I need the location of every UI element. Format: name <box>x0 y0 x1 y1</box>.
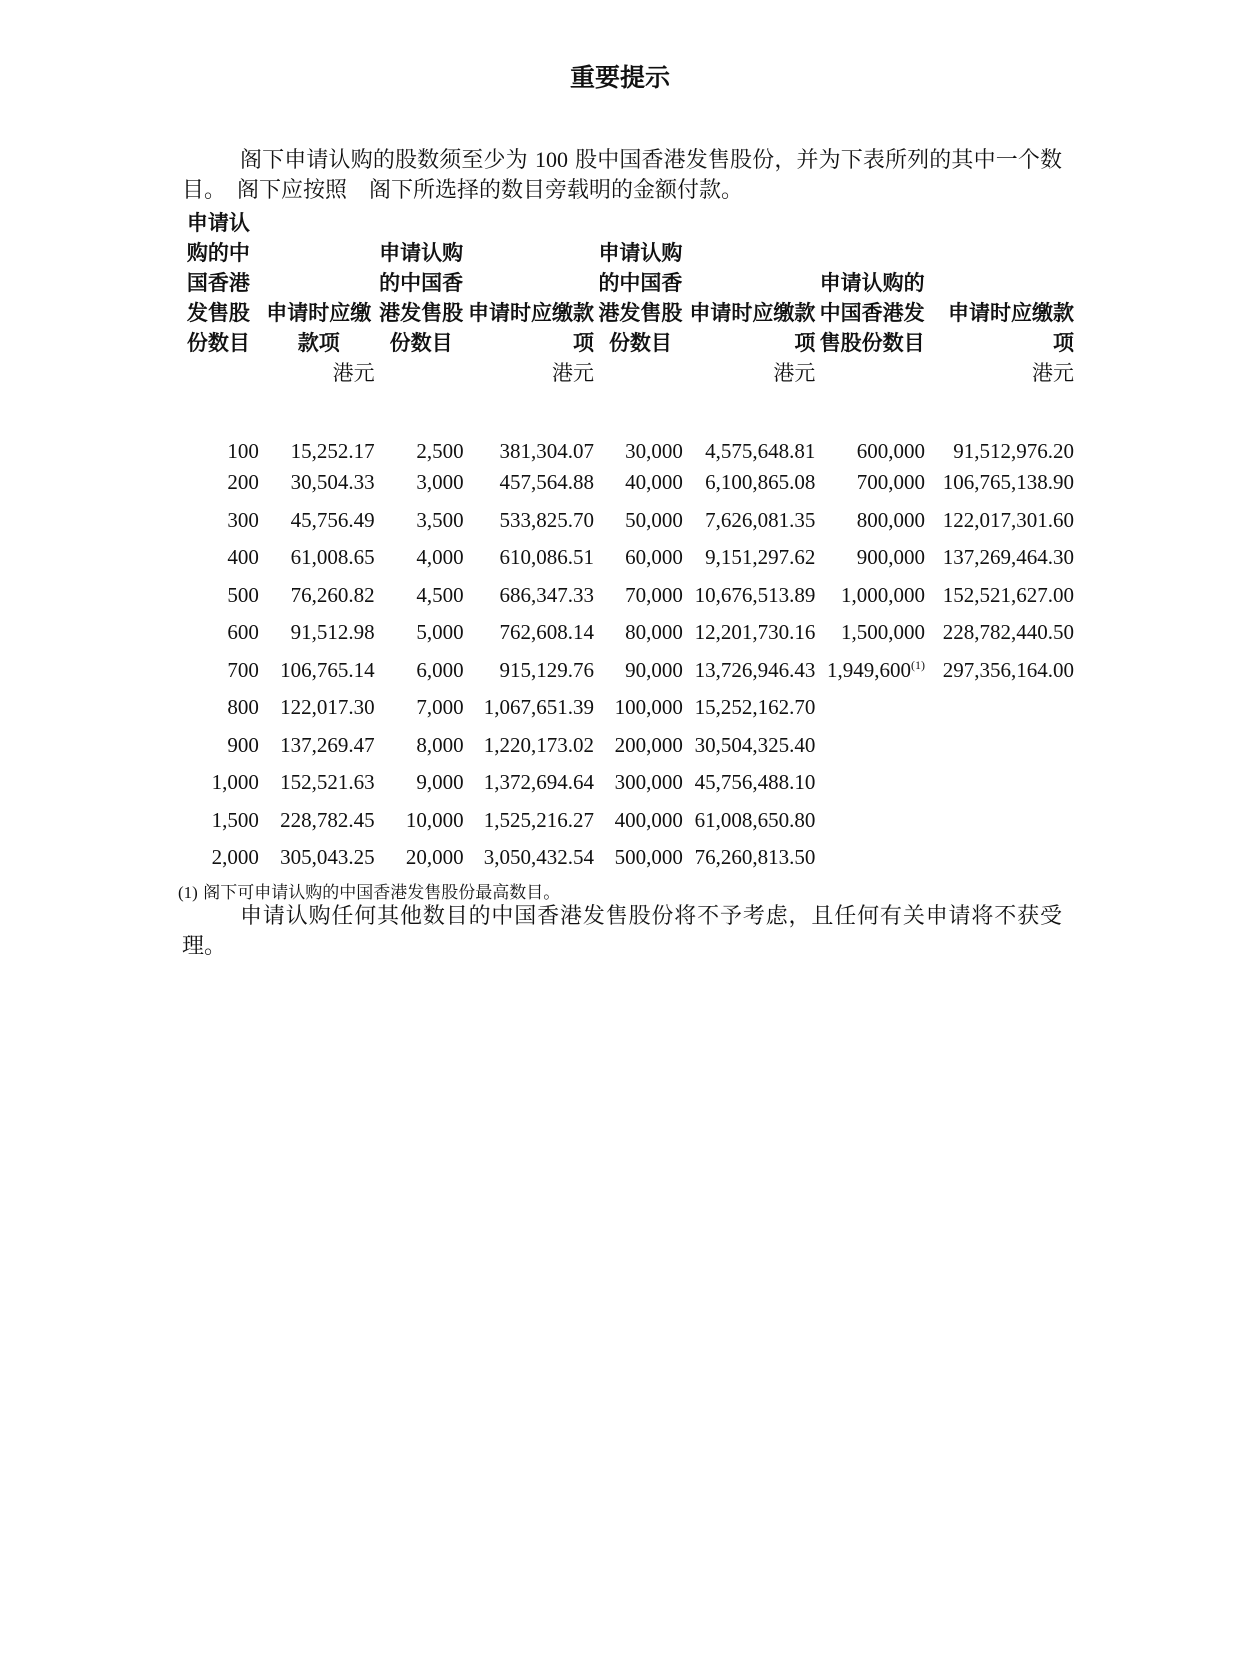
amount-cell: 10,676,513.89 <box>694 582 816 607</box>
shares-cell: 1,949,600$^{(1)}$ <box>826 657 925 682</box>
shares-cell: 5,000 <box>416 620 464 645</box>
shares-cell: 100 <box>227 438 259 463</box>
table-row <box>176 438 1076 464</box>
amount-cell: 6,100,865.08 <box>705 470 816 495</box>
amount-cell: 30,504.33 <box>290 470 375 495</box>
amount-cell: 3,050,432.54 <box>483 845 594 870</box>
shares-cell: 500,000 <box>614 845 683 870</box>
shares-cell <box>817 764 927 802</box>
shares-cell: 10,000 <box>405 807 464 832</box>
amount-cell: 76,260.82 <box>290 582 375 607</box>
shares-cell: 60,000 <box>625 545 683 570</box>
amount-cell: 610,086.51 <box>499 545 594 570</box>
shares-cell: 300,000 <box>614 770 683 795</box>
amount-cell: 228,782.45 <box>280 807 375 832</box>
shares-cell: 200 <box>227 470 259 495</box>
shares-cell: 8,000 <box>416 732 464 757</box>
document-title: 重要提示 <box>569 63 670 92</box>
table-row <box>176 464 1076 502</box>
amount-cell: 15,252.17 <box>290 438 375 463</box>
amount-cell <box>927 802 1076 840</box>
footnote-text: 阁下可申请认购的中国香港发售股份最高数目。 <box>203 883 561 903</box>
table-row <box>176 689 1076 727</box>
shares-cell <box>817 802 927 840</box>
shares-cell: 6,000 <box>416 657 464 682</box>
amount-cell: 1,372,694.64 <box>483 770 594 795</box>
amount-cell: 30,504,325.40 <box>694 732 816 757</box>
header-amount-4: 申请时应缴款项 <box>948 301 1074 355</box>
application-amount-table <box>176 208 1076 877</box>
shares-cell: 500 <box>227 582 259 607</box>
currency-unit-row <box>176 358 1076 438</box>
footnote <box>178 878 560 903</box>
footnote-ref: (1) <box>910 657 925 672</box>
shares-cell: 80,000 <box>625 620 683 645</box>
shares-cell: 4,000 <box>416 545 464 570</box>
intro-text-2: 股中国香港发售股份，并为下表所列的其中一个数目。 阁下应按照 阁下所选择的数目旁载明的金额付款。 <box>182 148 1062 203</box>
amount-cell: 762,608.14 <box>499 620 594 645</box>
shares-cell: 20,000 <box>405 845 464 870</box>
table-header-row <box>176 208 1076 358</box>
shares-cell: 3,500 <box>416 507 464 532</box>
intro-paragraph <box>182 145 1062 206</box>
amount-cell <box>927 727 1076 765</box>
unit-label: 港元 <box>1032 361 1074 385</box>
shares-cell: 400,000 <box>614 807 683 832</box>
amount-cell: 9,151,297.62 <box>705 545 816 570</box>
amount-cell: 915,129.76 <box>499 657 594 682</box>
amount-cell: 91,512.98 <box>290 620 375 645</box>
amount-cell: 61,008.65 <box>290 545 375 570</box>
amount-cell: 1,525,216.27 <box>483 807 594 832</box>
amount-cell: 1,220,173.02 <box>483 732 594 757</box>
shares-cell: 50,000 <box>625 507 683 532</box>
shares-cell: 2,000 <box>211 845 259 870</box>
amount-cell: 106,765,138.90 <box>942 470 1074 495</box>
amount-cell: 106,765.14 <box>280 657 375 682</box>
shares-cell <box>817 689 927 727</box>
table-row <box>176 502 1076 540</box>
intro-min-shares: 100 <box>534 147 568 172</box>
shares-cell: 200,000 <box>614 732 683 757</box>
shares-cell: 30,000 <box>625 438 683 463</box>
intro-text-1: 阁下申请认购的股数须至少为 <box>240 148 528 173</box>
amount-cell: 4,575,648.81 <box>705 438 816 463</box>
shares-cell: 300 <box>227 507 259 532</box>
table-row <box>176 802 1076 840</box>
amount-cell <box>927 764 1076 802</box>
amount-cell <box>927 689 1076 727</box>
shares-cell: 2,500 <box>416 438 464 463</box>
amount-cell: 7,626,081.35 <box>705 507 816 532</box>
amount-cell: 1,067,651.39 <box>483 695 594 720</box>
amount-cell: 533,825.70 <box>499 507 594 532</box>
amount-cell: 15,252,162.70 <box>694 695 816 720</box>
unit-label: 港元 <box>773 361 816 385</box>
shares-cell: 3,000 <box>416 470 464 495</box>
shares-cell: 800 <box>227 695 259 720</box>
amount-cell <box>927 839 1076 877</box>
shares-cell: 40,000 <box>625 470 683 495</box>
amount-cell: 76,260,813.50 <box>694 845 816 870</box>
unit-label: 港元 <box>332 361 375 385</box>
header-shares-4: 申请认购的中国香港发售股份数目 <box>819 271 925 355</box>
shares-cell: 1,500,000 <box>840 620 925 645</box>
amount-cell: 45,756.49 <box>290 507 375 532</box>
amount-cell: 305,043.25 <box>280 845 375 870</box>
table-row <box>176 764 1076 802</box>
amount-cell: 45,756,488.10 <box>694 770 816 795</box>
amount-cell: 228,782,440.50 <box>942 620 1074 645</box>
header-amount-3: 申请时应缴款项 <box>689 301 816 355</box>
table-row <box>176 614 1076 652</box>
shares-cell: 900 <box>227 732 259 757</box>
header-shares-3: 申请认购的中国香港发售股份数目 <box>598 241 683 355</box>
shares-cell: 800,000 <box>856 507 925 532</box>
amount-cell: 297,356,164.00 <box>942 657 1074 682</box>
amount-cell: 152,521,627.00 <box>942 582 1074 607</box>
shares-cell: 600 <box>227 620 259 645</box>
amount-cell: 381,304.07 <box>499 438 594 463</box>
amount-cell: 13,726,946.43 <box>694 657 816 682</box>
shares-cell: 90,000 <box>625 657 683 682</box>
shares-cell: 1,000,000 <box>840 582 925 607</box>
table-row <box>176 839 1076 877</box>
shares-cell: 70,000 <box>625 582 683 607</box>
shares-cell: 1,500 <box>211 807 259 832</box>
amount-cell: 457,564.88 <box>499 470 594 495</box>
amount-cell: 61,008,650.80 <box>694 807 816 832</box>
amount-cell: 12,201,730.16 <box>694 620 816 645</box>
header-shares-2: 申请认购的中国香港发售股份数目 <box>379 241 464 355</box>
table-body <box>176 438 1076 877</box>
shares-cell: 4,500 <box>416 582 464 607</box>
footnote-marker: (1) <box>178 883 198 902</box>
shares-cell: 700 <box>227 657 259 682</box>
table-row <box>176 727 1076 765</box>
table-row <box>176 652 1076 690</box>
shares-cell: 700,000 <box>856 470 925 495</box>
header-amount-1: 申请时应缴款项 <box>266 301 372 355</box>
amount-cell: 686,347.33 <box>499 582 594 607</box>
amount-cell: 152,521.63 <box>280 770 375 795</box>
shares-cell <box>817 727 927 765</box>
shares-cell: 900,000 <box>856 545 925 570</box>
shares-cell: 600,000 <box>856 438 925 463</box>
shares-cell: 7,000 <box>416 695 464 720</box>
amount-cell: 137,269,464.30 <box>942 545 1074 570</box>
unit-label: 港元 <box>551 361 594 385</box>
amount-cell: 122,017.30 <box>280 695 375 720</box>
shares-cell: 100,000 <box>614 695 683 720</box>
shares-cell: 9,000 <box>416 770 464 795</box>
header-amount-2: 申请时应缴款项 <box>467 301 594 355</box>
amount-cell: 122,017,301.60 <box>942 507 1074 532</box>
shares-cell: 400 <box>227 545 259 570</box>
shares-cell <box>817 839 927 877</box>
header-shares-1: 申请认购的中国香港发售股份数目 <box>186 211 250 355</box>
shares-cell: 1,000 <box>211 770 259 795</box>
closing-paragraph: 申请认购任何其他数目的中国香港发售股份将不予考虑，且任何有关申请将不获受理。 <box>182 904 1062 959</box>
amount-cell: 137,269.47 <box>280 732 375 757</box>
table-row <box>176 539 1076 577</box>
amount-cell: 91,512,976.20 <box>953 438 1074 463</box>
table-row <box>176 577 1076 615</box>
